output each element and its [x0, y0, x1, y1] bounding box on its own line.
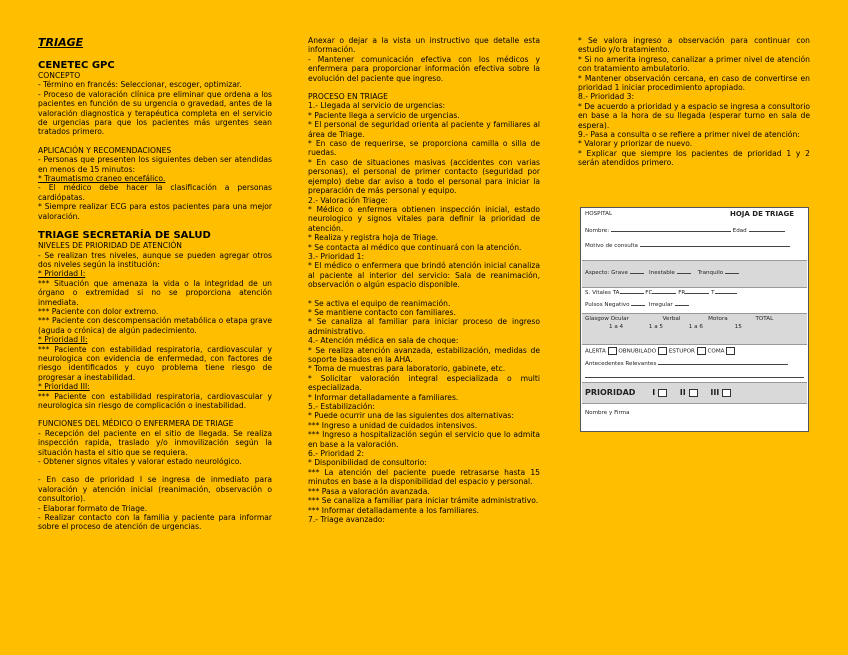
- step-6-b: *** La atención del paciente puede retrasarse hasta 15 minutos en base a la disponibilidad del espacio y personal.: [308, 467, 540, 487]
- step-2-c: * Se contacta al médico que continuará con la atención.: [308, 242, 522, 252]
- form-range-total: 15: [734, 324, 742, 330]
- form-irregular-label: Irregular: [648, 302, 673, 308]
- niveles-heading: NIVELES DE PRIORIDAD DE ATENCIÓN: [38, 241, 182, 251]
- aplicacion-heading: APLICACIÓN Y RECOMENDACIONES: [38, 145, 172, 155]
- form-prioridad-1: I: [652, 388, 656, 397]
- step-2-heading: 2.- Valoración Triage:: [308, 195, 388, 205]
- form-coma-label: COMA: [707, 348, 725, 355]
- form-range-ocular: 1 a 4: [609, 324, 624, 330]
- funciones-heading: FUNCIONES DEL MÉDICO O ENFERMERA DE TRIAGE: [38, 419, 234, 429]
- form-prioridad-3: III: [710, 388, 720, 397]
- step-5-b: *** Ingreso a unidad de cuidados intensivos.: [308, 420, 478, 430]
- col2-text-1: Anexar o dejar a la vista un instructivo que detalle esta información.: [308, 36, 540, 55]
- step-1-b: * El personal de seguridad orienta al paciente y familiares al área de Triage.: [308, 120, 540, 139]
- form-grave-label: Grave: [611, 270, 628, 276]
- concepto-heading: CONCEPTO: [38, 71, 81, 80]
- step-1-c: * En caso de requerirse, se proporciona camilla o silla de ruedas.: [308, 139, 540, 158]
- form-inestable-label: Inestable: [649, 270, 675, 276]
- form-title: HOJA DE TRIAGE: [729, 210, 794, 218]
- prioridad-1-c: *** Paciente con descompensación metabólica o etapa grave (aguda o crónica) de algún padecimiento.: [38, 316, 272, 335]
- aplicacion-text-2: * Traumatismo craneo encefálico.: [38, 174, 166, 184]
- prioridad-1-a: *** Situación que amenaza la vida o la integridad de un órgano o extremidad si no se proporciona atención inmediata.: [38, 278, 272, 307]
- form-motora-label: Motora: [708, 316, 728, 322]
- form-negativo-label: Negativo: [604, 302, 630, 308]
- concept-text-2: - Proceso de valoración clínica pre eliminar que ordena a los pacientes en función de su urgencia o gravedad, antes de la valoración diagnostica y terapéutica completa en el servicio de urgencias para que los pacientes más urgentes sean tratados primero.: [38, 89, 272, 137]
- form-range-motora: 1 a 6: [688, 324, 703, 330]
- form-prioridad-row: [585, 388, 804, 397]
- proceso-heading: PROCESO EN TRIAGE: [308, 92, 388, 102]
- step-1-a: * Paciente llega a servicio de urgencias.: [308, 110, 460, 120]
- funciones-2: - Obtener signos vitales y valorar estado neurológico.: [38, 457, 242, 467]
- step-4-a: * Se realiza atención avanzada, estabilización, medidas de soporte basados en la AHA.: [308, 345, 540, 364]
- prioridad-1-b: *** Paciente con dolor extremo.: [38, 306, 159, 316]
- step-3-heading: 3.- Prioridad 1:: [308, 251, 365, 261]
- form-glasgow-label: Glasgow: [585, 316, 609, 322]
- step-3-d: * Se canaliza al familiar para iniciar proceso de ingreso administrativo.: [308, 317, 540, 336]
- funciones-4: - Elaborar formato de Triage.: [38, 503, 148, 513]
- step-8-heading: 8.- Prioridad 3:: [578, 92, 635, 102]
- col3-text-3: * Mantener observación cercana, en caso de convertirse en prioridad 1 iniciar procedimiento apropiado.: [578, 73, 810, 93]
- form-antecedentes-label: Antecedentes Relevantes: [585, 361, 657, 367]
- form-alerta-label: ALERTA: [585, 348, 606, 355]
- form-range-verbal: 1 a 5: [648, 324, 663, 330]
- step-5-c: *** Ingreso a hospitalización según el servicio que lo admita en base a la valoración.: [308, 430, 540, 449]
- step-6-a: * Disponibilidad de consultorio:: [308, 458, 427, 468]
- triage-form: [580, 207, 809, 432]
- step-6-e: *** Informar detalladamente a los familiares.: [308, 505, 480, 515]
- col3-text-1: * Se valora ingreso a observación para continuar con estudio y/o tratamiento.: [578, 36, 810, 55]
- prioridad-1-label: * Prioridad I:: [38, 269, 86, 279]
- step-3-a: * El médico o enfermera que brindó atención inicial canaliza al paciente al interior del servicio: Sala de reanimación, observación o algún espacio disponible.: [308, 261, 540, 290]
- secretaria-heading: TRIAGE SECRETARÍA DE SALUD: [38, 230, 211, 242]
- form-antecedentes-row: [585, 361, 804, 368]
- step-9-b: * Explicar que siempre los pacientes de prioridad 1 y 2 serán atendidos primero.: [578, 148, 810, 168]
- prioridad-2-a: *** Paciente con estabilidad respiratoria, cardiovascular y neurologica con evidencia de enfermedad, con factores de riesgo identificados y cuyo problema tiene riesgo de progresar a inestabilidad.: [38, 344, 272, 382]
- form-ta-label: TA: [612, 290, 620, 296]
- step-2-a: * Médico o enfermera obtienen inspección inicial, estado neurologico y signos vitales para definir la prioridad de atención.: [308, 204, 540, 233]
- form-t-label: T: [711, 290, 715, 296]
- funciones-3: - En caso de prioridad I se ingresa de inmediato para valoración y atención inicial (reanimación, observación o consultorio).: [38, 475, 272, 504]
- step-4-d: * Informar detalladamente a familiares.: [308, 392, 459, 402]
- form-firma-label: Nombre y Firma: [585, 410, 630, 416]
- step-8-a: * De acuerdo a prioridad y a espacio se ingresa a consultorio en base a la hora de su llegada (esperar turno en sala de espera).: [578, 101, 810, 130]
- funciones-1: - Recepción del paciente en el sitio de llegada. Se realiza inspección rapida, traslado y/o inmovilización según la situación hasta el sitio que se requiera.: [38, 428, 272, 457]
- form-fr-label: FR: [678, 290, 686, 296]
- form-fc-label: FC: [645, 290, 653, 296]
- form-estupor-label: ESTUPOR: [668, 348, 695, 355]
- form-estado-row: [585, 347, 804, 356]
- step-4-heading: 4.- Atención médica en sala de choque:: [308, 336, 459, 346]
- form-header: [585, 211, 804, 218]
- form-aspecto-row: [585, 270, 804, 277]
- step-6-d: *** Se canaliza a familiar para iniciar trámite administrativo.: [308, 496, 539, 506]
- aplicacion-text-1: - Personas que presenten los siguientes deben ser atendidas en menos de 15 minutos:: [38, 155, 272, 174]
- form-obnubilado-label: OBNUBILADO: [618, 348, 657, 355]
- step-4-c: * Solicitar valoración integral especializada o multi especializada.: [308, 373, 540, 393]
- form-glasgow-ranges: [609, 324, 804, 331]
- step-6-c: *** Pasa a valoración avanzada.: [308, 486, 430, 496]
- form-firma-row: [585, 410, 804, 417]
- form-edad-label: Edad: [732, 228, 747, 234]
- column-1: [38, 36, 272, 532]
- form-nombre-label: Nombre:: [585, 228, 610, 234]
- form-aspecto-label: Aspecto:: [585, 270, 610, 276]
- form-glasgow-row: [585, 316, 804, 323]
- form-nombre-row: [585, 228, 804, 235]
- step-1-d: * En caso de situaciones masivas (accidentes con varias personas), el personal de primer contacto (seguridad por ejemplo) debe dar aviso a todo el personal para iniciar la preparación de más personal y equipo.: [308, 157, 540, 196]
- form-pulsos-row: [585, 302, 804, 309]
- aplicacion-text-3: - El médico debe hacer la clasificación a personas cardiópatas.: [38, 183, 272, 202]
- form-vitales-row: [585, 290, 804, 297]
- aplicacion-text-4: * Siempre realizar ECG para estos pacientes para una mejor valoración.: [38, 202, 272, 221]
- form-motivo-label: Motivo de consulta: [585, 243, 638, 249]
- step-7-heading: 7.- Triage avanzado:: [308, 514, 385, 524]
- step-5-heading: 5.- Estabilización:: [308, 402, 375, 412]
- step-4-b: * Toma de muestras para laboratorio, gabinete, etc.: [308, 364, 506, 374]
- form-verbal-label: Verbal: [662, 316, 681, 322]
- step-5-a: * Puede ocurrir una de las siguientes dos alternativas:: [308, 411, 514, 421]
- col2-text-2: - Mantener comunicación efectiva con los médicos y enfermera para proporcionar información efectiva sobre la evolución del paciente que ingreso.: [308, 54, 540, 83]
- prioridad-2-label: * Prioridad II:: [38, 335, 88, 345]
- step-9-heading: 9.- Pasa a consulta o se refiere a primer nivel de atención:: [578, 130, 800, 140]
- col3-text-2: * Si no amerita ingreso, canalizar a primer nivel de atención con tratamiento ambulatorio.: [578, 54, 810, 74]
- form-pulsos-label: Pulsos: [585, 302, 603, 308]
- form-vitales-label: S. Vitales: [585, 290, 611, 296]
- prioridad-3-a: *** Paciente con estabilidad respiratoria, cardiovascular y neurologica sin riesgo de complicación o inestabilidad.: [38, 391, 272, 410]
- step-9-a: * Valorar y priorizar de nuevo.: [578, 139, 693, 149]
- form-prioridad-label: PRIORIDAD: [585, 388, 636, 397]
- concept-text-1: - Término en francés: Seleccionar, escoger, optimizar.: [38, 80, 242, 90]
- cenetec-heading: CENETEC GPC: [38, 60, 115, 71]
- form-motivo-row: [585, 243, 804, 250]
- prioridad-3-label: * Prioridad III:: [38, 382, 90, 392]
- funciones-5: - Realizar contacto con la familia y paciente para informar sobre el proceso de atención de urgencias.: [38, 513, 272, 532]
- step-3-b: * Se activa el equipo de reanimación.: [308, 298, 451, 308]
- step-1-heading: 1.- Llegada al servicio de urgencias:: [308, 101, 446, 111]
- triage-title: TRIAGE: [38, 36, 84, 49]
- step-2-b: * Realiza y registra hoja de Triage.: [308, 233, 439, 243]
- step-3-c: * Se mantiene contacto con familiares.: [308, 307, 456, 317]
- form-total-label: TOTAL: [755, 316, 774, 322]
- form-tranquilo-label: Tranquilo: [697, 270, 724, 276]
- form-ocular-label: Ocular: [610, 316, 629, 322]
- niveles-text: - Se realizan tres niveles, aunque se pueden agregar otros dos niveles según la institución:: [38, 250, 272, 269]
- column-3: [578, 36, 810, 168]
- form-prioridad-2: II: [679, 388, 686, 397]
- column-2: [308, 36, 540, 524]
- step-6-heading: 6.- Prioridad 2:: [308, 449, 365, 459]
- form-hospital: HOSPITAL: [585, 211, 613, 217]
